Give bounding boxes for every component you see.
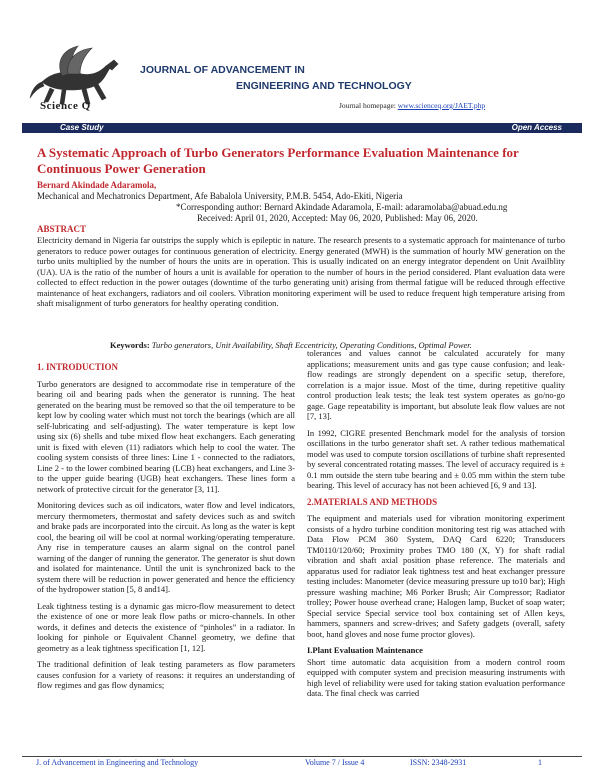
open-access-label: Open Access xyxy=(511,123,562,132)
introduction-heading: 1. INTRODUCTION xyxy=(37,362,119,372)
abstract-heading: ABSTRACT xyxy=(37,224,87,234)
homepage-link[interactable]: www.scienceq.org/JAET.php xyxy=(397,101,486,110)
journal-homepage xyxy=(339,101,485,110)
abstract-text: Electricity demand in Nigeria far outstrips the supply which is epileptic in nature. The research presents to a systematic approach for maintenance of turbo generators to reduce power outages for continuous generation of electricity. Energy generated (MWH) is the summation of hourly MW generation on the turbo units multiplied by the number of hours the units are in operation. This is usually indicated on an energy integrator dependent on Unit Availblity (UA). UA is the ratio of the number of hours a unit is available for operation to the number of hours in the period considered. Plant evaluation data were collected to effect reduction in the power outages (downtime of the turbo generating unit) arising from thermal fatigue will be reduced through effective maintenance of heat exchangers, radiators and oil coolers. Vibration monitoring experiment will be used to reduce frequent high temperature arising from shaft misalignment of turbo generators for healthy operating condition. xyxy=(37,235,565,308)
materials-methods-heading: 2.MATERIALS AND METHODS xyxy=(307,496,438,507)
author-name: Bernard Akindade Adaramola, xyxy=(37,180,157,190)
keywords-label: Keywords: xyxy=(110,340,150,350)
logo-name: Science Q xyxy=(40,100,91,112)
keywords-list: Turbo generators, Unit Availability, Shaft Eccentricity, Operating Conditions, Optimal Power. xyxy=(151,340,472,350)
paragraph: The equipment and materials used for vibration monitoring experiment consists of a hydro turbine condition monitoring test rig was attached with Data Flow PCM 360 System, DAQ Card 6220; Transducers TM0110/120/60; Proximity probes TMO 180 (X, Y) for shaft radial vibration and shaft axial position phase reference. The materials and apparatus used for radiator leak tightness test and heat exchanger pressure testing includes: Manometer (device measuring pressure up to10 bar); High pressure washing machine; M6 Porker Brush; Air Compressor; Radiator trolley; Power house overhead crane; Halogen lamp, Bucket of soap water; Special service Special service tool box containing set of Allen keys, hammers, spanners and screw-drives; and Safety gadgets (overall, safety boot, hand gloves and nose fume proctor gloves). xyxy=(307,513,565,639)
article-title: A Systematic Approach of Turbo Generators Performance Evaluation Maintenance for Continuous Power Generation xyxy=(37,145,519,176)
footer-page-number: 1 xyxy=(538,758,542,767)
paragraph: Monitoring devices such as oil indicators, water flow and level indicators, mercury thermometers, thermostat and safety devices such as and switch and brake pads are incorporated into the circuit. As long as the water is kept cool, the bearing oil will be cool at normal working/operating temperature. Any rise in temperature causes an alarm signal on the control panel warning of the danger of running the generator. The generator is shut down and isolated for maintenance. Until the unit is synchronized back to the system there will be reduction in power generated and hence the efficiency of the hydropower station [5, 8 and14]. xyxy=(37,500,295,594)
right-column xyxy=(307,348,565,705)
left-column xyxy=(37,362,295,697)
footer-issn: ISSN: 2348-2931 xyxy=(410,758,467,767)
author-affiliation: Mechanical and Mechatronics Department, Afe Babalola University, P.M.B. 5454, Ado-Ekiti, Nigeria xyxy=(37,191,403,201)
plant-evaluation-subheading: I.Plant Evaluation Maintenance xyxy=(307,645,423,655)
paragraph: The traditional definition of leak testing parameters as flow parameters causes confusion for a variety of reasons: it requires an understanding of flow regimes and gas flow dynamics; xyxy=(37,659,295,690)
paragraph: Leak tightness testing is a dynamic gas micro-flow measurement to detect the existence of one or more leak flow paths or micro-channels. In other words, it defines and detects the existence of “pinholes” in a radiator. In looking for pinhole or Equivalent Channel geometry, we define that geometry as a leak tightness specification [1, 12]. xyxy=(37,600,295,653)
paragraph: Short time automatic data acquisition from a modern control room equipped with computer system and precision measuring instruments with high level of reliability were used for taking station evaluation performance data. The final check was carried xyxy=(307,656,565,698)
journal-title-line2: ENGINEERING AND TECHNOLOGY xyxy=(236,80,412,92)
article-type-band xyxy=(22,123,582,133)
publication-dates: Received: April 01, 2020, Accepted: May 06, 2020, Published: May 06, 2020. xyxy=(197,213,478,223)
footer-volume: Volume 7 / Issue 4 xyxy=(305,758,365,767)
paragraph: Turbo generators are designed to accommodate rise in temperature of the bearing oil and bearing pads when the generator is running. The heat generated on the bearing must be removed so that the oil temperature to be kept low by cooling water which must not torch the bearings (which are all self-lubricating and self-adjusting). The water temperature is kept low using six (6) shells and tube mixed flow heat exchangers. Each generating unit is fixed with eleven (11) radiators which help to cool the water. The cooling system consists of three lines: Line 1 - connected to the radiators, Line 2 - to the lower combined bearing (LCB) heat exchangers, and Line 3- to the upper guide bearing (UGB) heat exchangers. These lines form a network of protective circuit for the generator [3, 11]. xyxy=(37,378,295,494)
article-type-label: Case Study xyxy=(60,123,104,132)
paragraph: tolerances and values cannot be calculated accurately for many applications; measurement units and gas type cause confusion; and leak-flow readings are strongly dependent on a specific setup, therefore, correlation is a major issue. Most of the time, during repetitive quality control production leak tests; the leak test system operates as go/no-go gage. Gage repeatability is important, but absolute leak flow values are not [7, 13]. xyxy=(307,348,565,421)
homepage-label: Journal homepage: xyxy=(339,101,396,110)
journal-title-line1: JOURNAL OF ADVANCEMENT IN xyxy=(140,64,305,76)
corresponding-author: *Corresponding author: Bernard Akindade Adaramola, E-mail: adaramolaba@abuad.edu.ng xyxy=(176,202,508,212)
paragraph: In 1992, CIGRE presented Benchmark model for the analysis of torsion oscillations in the turbo generator shaft set. A rather tedious mathematical model was used to compute torsion oscillations of turbine shaft represented by several concentrated rotating masses. The level of accuracy required is ± 0.1 mm outside the stern tube bearing and ± 0.05 mm within the stern tube bearing. This level of accuracy has not been achieved [6, 9 and 13]. xyxy=(307,427,565,490)
page-footer xyxy=(22,756,582,768)
footer-journal: J. of Advancement in Engineering and Technology xyxy=(36,758,199,767)
